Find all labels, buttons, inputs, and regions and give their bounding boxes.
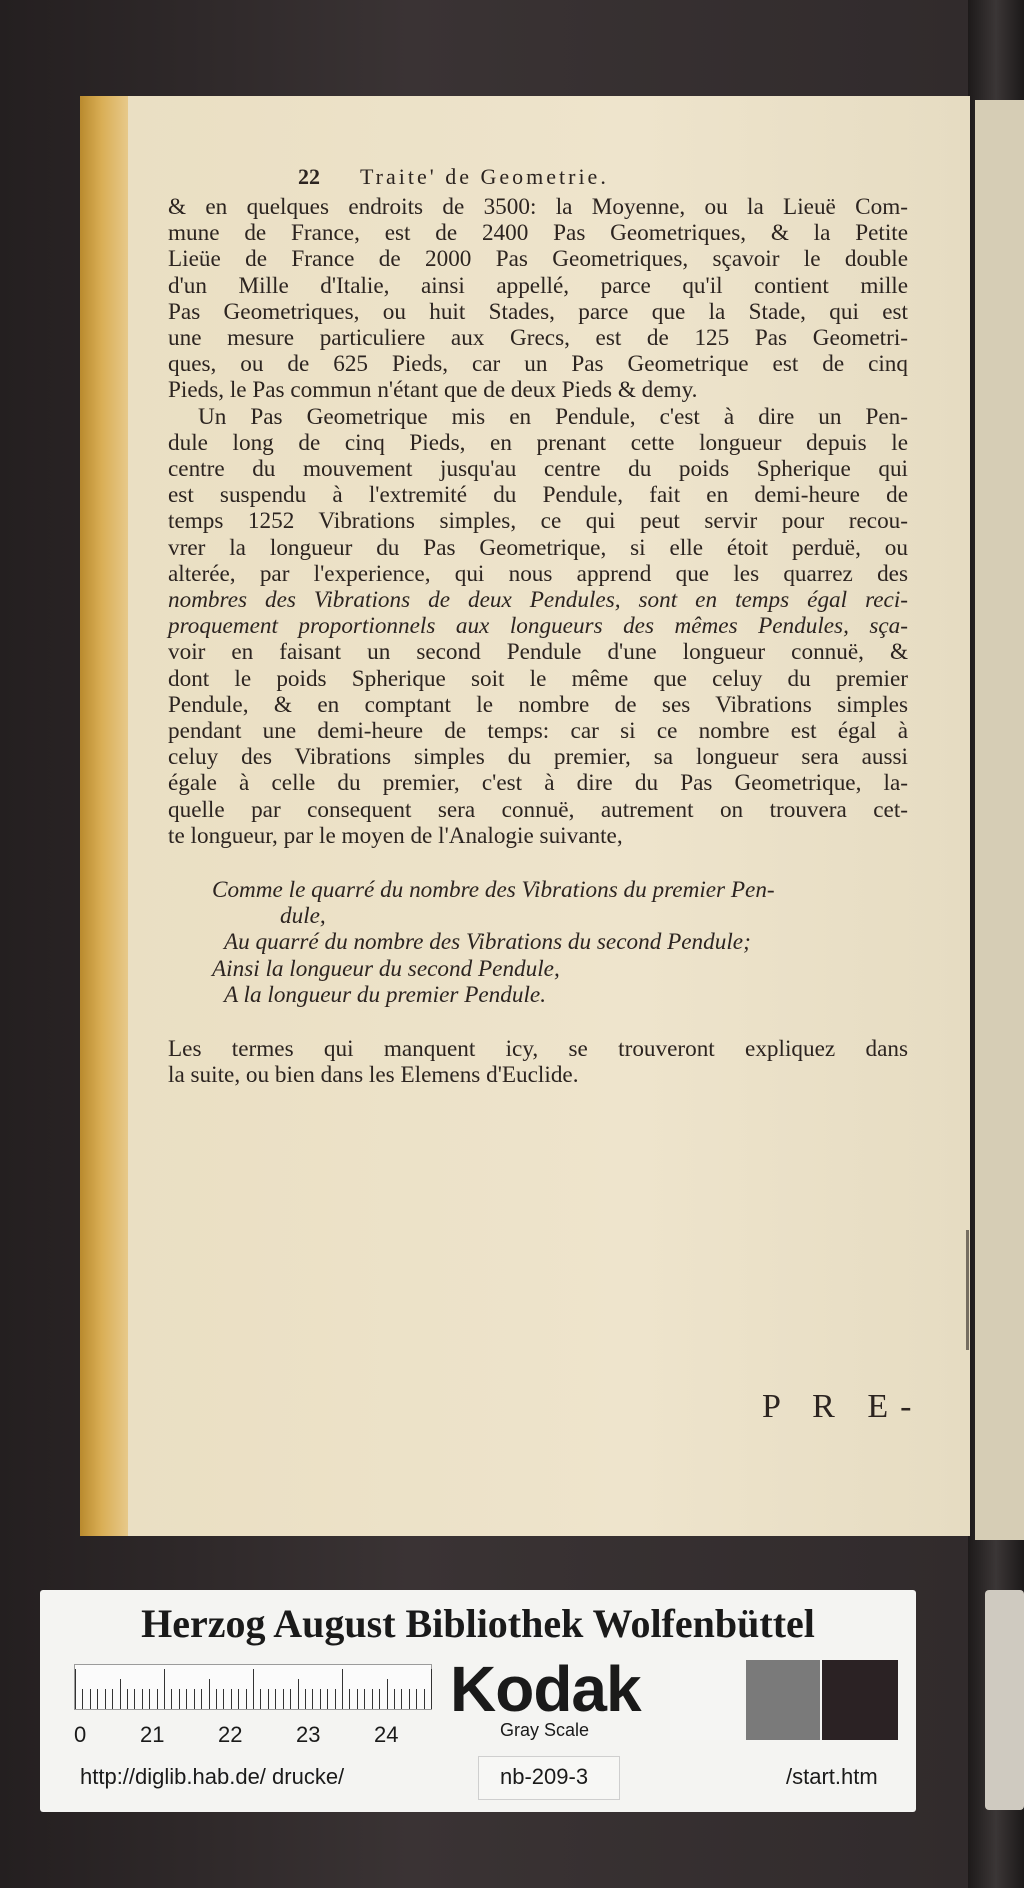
gray-swatch-white	[670, 1660, 744, 1740]
ruler-tick	[97, 1689, 98, 1709]
running-header	[300, 164, 908, 194]
text-line: temps 1252 Vibrations simples, ce qui peut servir pour recou-	[168, 508, 908, 535]
text-line: Pas Geometriques, ou huit Stades, parce que la Stade, qui est	[168, 298, 908, 325]
ruler-tick	[312, 1689, 313, 1709]
paragraph-2	[168, 404, 908, 849]
ruler-tick	[90, 1689, 91, 1709]
ruler-tick	[431, 1669, 432, 1709]
text-line: est suspendu à l'extremité du Pendule, fait en demi-heure de	[168, 482, 908, 509]
adjacent-page-edge	[975, 100, 1024, 1540]
ruler-tick	[194, 1689, 195, 1709]
text-line: centre du mouvement jusqu'au centre du poids Spherique qui	[168, 456, 908, 483]
library-name: Herzog August Bibliothek Wolfenbüttel	[141, 1601, 815, 1646]
ruler-tick	[157, 1689, 158, 1709]
ruler-tick	[223, 1689, 224, 1709]
ruler-tick	[320, 1689, 321, 1709]
text-line: proquement proportionnels aux longueurs des mêmes Pendules, sça-	[168, 613, 908, 640]
page-edge-mark	[966, 1230, 969, 1350]
url-right: /start.htm	[786, 1764, 878, 1789]
gray-scale-label: Gray Scale	[500, 1720, 590, 1740]
spacer	[168, 1008, 908, 1036]
ruler-tick	[171, 1689, 172, 1709]
ruler-tick	[142, 1689, 143, 1709]
analogy-block	[168, 877, 908, 1008]
ruler-tick	[349, 1689, 350, 1709]
ruler-tick	[327, 1689, 328, 1709]
text-line: Pieds, le Pas commun n'étant que de deux Pieds & demy.	[168, 377, 698, 404]
text-line: & en quelques endroits de 3500: la Moyenne, ou la Lieuë Com-	[168, 194, 908, 220]
text-line: vrer la longueur du Pas Geometrique, si elle étoit perduë, ou	[168, 534, 908, 561]
text-line: ques, ou de 625 Pieds, car un Pas Geometrique est de cinq	[168, 351, 908, 378]
paragraph-3	[168, 1036, 908, 1088]
ruler-tick	[305, 1689, 306, 1709]
ruler-tick	[364, 1689, 365, 1709]
ruler-tick	[401, 1689, 402, 1709]
ruler-tick	[357, 1689, 358, 1709]
gray-swatch-mid	[746, 1660, 820, 1740]
text-line: Un Pas Geometrique mis en Pendule, c'est à dire un Pen-	[198, 403, 908, 430]
ruler-tick	[387, 1679, 388, 1709]
spacer	[168, 849, 908, 877]
ruler-tick	[216, 1689, 217, 1709]
ruler-tick	[201, 1689, 202, 1709]
ruler	[74, 1664, 432, 1710]
ruler-label: 0	[74, 1722, 87, 1747]
ruler-tick	[379, 1689, 380, 1709]
analogy-line: Au quarré du nombre des Vibrations du second Pendule;	[224, 929, 751, 956]
ruler-tick	[149, 1689, 150, 1709]
text-line: nombres des Vibrations de deux Pendules, sont en temps égal reci-	[168, 587, 908, 614]
text-line: quelle par consequent sera connuë, autrement on trouvera cet-	[168, 796, 908, 823]
analogy-line: Comme le quarré du nombre des Vibrations du premier Pen-	[212, 877, 775, 904]
kodak-logo: Kodak	[450, 1653, 641, 1725]
text-line: d'un Mille d'Italie, ainsi appellé, parce qu'il contient mille	[168, 272, 908, 299]
ruler-tick	[298, 1679, 299, 1709]
ruler-tick	[105, 1689, 106, 1709]
text-line: voir en faisant un second Pendule d'une longueur connuë, &	[168, 639, 908, 666]
ruler-tick	[290, 1689, 291, 1709]
ruler-tick	[231, 1689, 232, 1709]
ruler-tick	[335, 1689, 336, 1709]
ruler-tick	[283, 1689, 284, 1709]
text-line: pendant une demi-heure de temps: car si ce nombre est égal à	[168, 718, 908, 745]
ruler-tick	[424, 1689, 425, 1709]
ruler-tick	[75, 1669, 76, 1709]
ruler-tick	[253, 1669, 254, 1709]
running-title: Traite' de Geometrie.	[360, 164, 609, 189]
page-gutter-edge	[80, 96, 128, 1536]
text-line: Les termes qui manquent icy, se trouveront expliquez dans	[168, 1036, 908, 1063]
ruler-tick	[416, 1689, 417, 1709]
ruler-tick	[179, 1689, 180, 1709]
text-line: la suite, ou bien dans les Elemens d'Euclide.	[168, 1062, 579, 1089]
ruler-tick	[238, 1689, 239, 1709]
text-line: mune de France, est de 2400 Pas Geometriques, & la Petite	[168, 220, 908, 247]
analogy-line: Ainsi la longueur du second Pendule,	[212, 955, 560, 982]
ruler-tick	[127, 1689, 128, 1709]
page-text	[168, 164, 908, 1089]
ruler-label: 23	[296, 1722, 321, 1747]
ruler-label: 21	[140, 1722, 165, 1747]
text-line: celuy des Vibrations simples du premier, sa longueur sera aussi	[168, 744, 908, 771]
analogy-line: A la longueur du premier Pendule.	[224, 981, 546, 1008]
ruler-tick	[260, 1689, 261, 1709]
paragraph-1	[168, 194, 908, 404]
text-line: alterée, par l'experience, qui nous apprend que les quarrez des	[168, 560, 908, 587]
ruler-tick	[186, 1689, 187, 1709]
text-line: te longueur, par le moyen de l'Analogie suivante,	[168, 822, 623, 849]
catchword: P R E-	[762, 1388, 924, 1425]
ruler-tick	[120, 1679, 121, 1709]
text-line: Pendule, & en comptant le nombre de ses Vibrations simples	[168, 691, 908, 718]
text-line: Lieüe de France de 2000 Pas Geometriques, sçavoir le double	[168, 246, 908, 273]
ruler-tick	[268, 1689, 269, 1709]
ruler-tick	[394, 1689, 395, 1709]
adjacent-card-edge	[985, 1590, 1024, 1810]
text-line: une mesure particuliere aux Grecs, est de 125 Pas Geometri-	[168, 325, 908, 352]
url-left: http://diglib.hab.de/ drucke/	[80, 1764, 345, 1789]
ruler-tick	[246, 1689, 247, 1709]
text-line: égale à celle du premier, c'est à dire du Pas Geometrique, la-	[168, 770, 908, 797]
ruler-label: 24	[374, 1722, 399, 1747]
ruler-tick	[134, 1689, 135, 1709]
text-line: dont le poids Spherique soit le même que celuy du premier	[168, 665, 908, 692]
ruler-label: 22	[218, 1722, 243, 1747]
ruler-tick	[342, 1669, 343, 1709]
page-number: 22	[298, 164, 320, 189]
ruler-tick	[275, 1689, 276, 1709]
ruler-tick	[82, 1689, 83, 1709]
gray-swatch-dark	[822, 1660, 898, 1740]
ruler-tick	[112, 1689, 113, 1709]
ruler-tick	[209, 1679, 210, 1709]
text-line: dule long de cinq Pieds, en prenant cette longueur depuis le	[168, 429, 908, 456]
analogy-line: dule,	[280, 903, 326, 930]
ruler-tick	[409, 1689, 410, 1709]
ruler-tick	[372, 1689, 373, 1709]
ruler-tick	[164, 1669, 165, 1709]
shelfmark: nb-209-3	[500, 1764, 589, 1789]
